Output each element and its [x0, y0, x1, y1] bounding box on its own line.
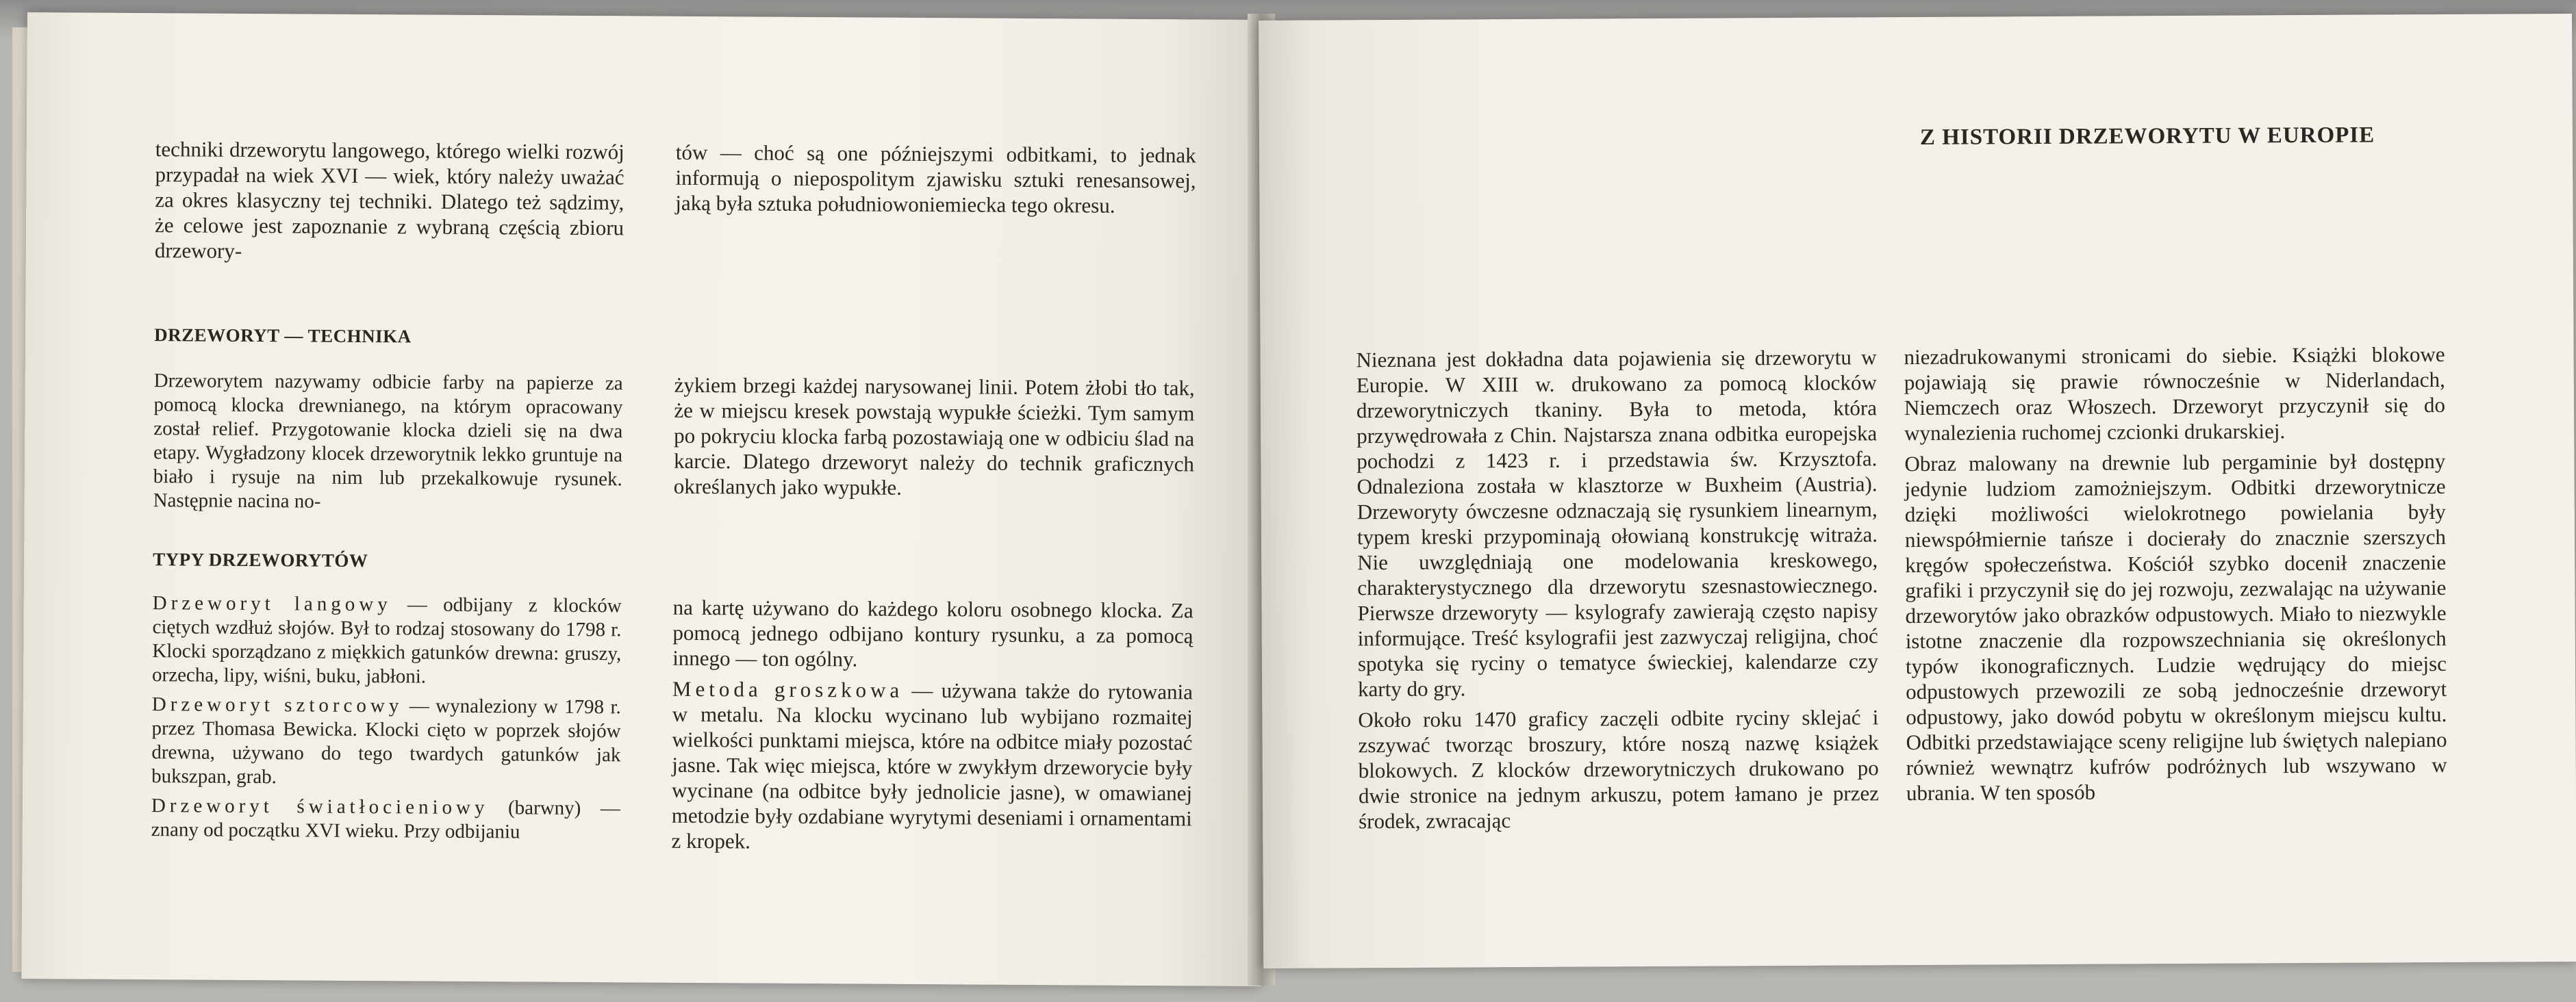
history-paragraph-2: Około roku 1470 graficy zaczęli odbite ryciny sklejać i zszywać tworząc broszury, które noszą nazwę książek blokowych. Z klocków drzeworytniczych drukowano po dwie stronice na jednym arkuszu, potem łamano je przez środek, zwracając: [1358, 705, 1880, 834]
history-paragraph-1: Nieznana jest dokładna data pojawienia się drzeworytu w Europie. W XIII w. drukowano za pomocą klocków drzeworytniczych tkaniny. Była to metoda, która przywędrowała z Chin. Najstarsza znana odbitka europejska pochodzi z 1423 r. i przedstawia św. Krzysztofa. Odnaleziona została w klasztorze w Buxheim (Austria). Drzeworyty ówczesne odznaczają się rysunkiem linearnym, typem kreski przypominają ołowianą konstrukcję witraża. Nie uwzględniają one modelowania kreskowego, charakterystycznego dla drzeworytu szesnastowiecznego. Pierwsze drzeworyty — ksylografy zawierają często napisy informujące. Treść ksylografii jest zazwyczaj religijna, choć spotyka się ryciny o tematyce świeckiej, kalendarze czy karty do gry.: [1356, 345, 1879, 702]
method-item: [672, 676, 1194, 857]
type-item-langowy: [152, 591, 622, 690]
type-term: Drzeworyt światłocieniowy: [151, 795, 489, 819]
right-page: [1259, 14, 2576, 968]
method-term: Metoda groszkowa: [672, 676, 904, 702]
section-heading-technique: DRZEWORYT — TECHNIKA: [154, 324, 412, 347]
method-description: — używana także do rytowania w metalu. Na klocku wycinano lub wybijano rozmaitej wielkości punktami miejsca, które na odbitce miały pozostać jasne. Tak więc miejsca, które w zwykłym drzeworycie były wycinane (na odbitce były jednolicie jasne), w omawianej metodzie były ozdabiane wyrytymi deseniami i ornamentami z kropek.: [671, 678, 1194, 853]
types-column-2: [671, 595, 1193, 862]
type-description: — wynaleziony w 1798 r. przez Thomasa Bewicka. Klocki cięto w poprzek słojów drewna, używano do tego twardych gatunków jak bukszpan, grab.: [151, 695, 621, 788]
section-heading-types: TYPY DRZEWORYTÓW: [153, 549, 368, 571]
history-column-1: [1356, 344, 1880, 839]
history-column-2: [1904, 342, 2447, 811]
left-page: [21, 12, 1267, 986]
history-paragraph-3: niezadrukowanymi stronicami do siebie. Książki blokowe pojawiają się prawie równocześnie w Niderlandach, Niemczech oraz Włoszech. Drzeworyt przyczynił się do wynalezienia ruchomej czcionki drukarskiej.: [1904, 342, 2446, 446]
types-column-1: [151, 591, 622, 850]
intro-column-1: [155, 136, 624, 271]
intro-paragraph-part2: tów — choć są one późniejszymi odbitkami, to jednak informują o niepospolitym zjawisku sztuki renesansowej, jaką była sztuka południowoniemiecka tego okresu.: [675, 140, 1196, 218]
page-title: Z HISTORII DRZEWORYTU W EUROPIE: [1919, 123, 2375, 150]
technique-column-2: [674, 372, 1195, 508]
history-paragraph-4: Obraz malowany na drewnie lub pergaminie był dostępny jedynie ludziom zamożniejszym. Odbitki drzeworytnicze dzięki możliwości wielokrotnego powielania były niewspółmiernie tańsze i docierały do znacznie szerszych kręgów społeczeństwa. Kościół szybko docenił znaczenie grafiki i przyczynił się do jej rozwoju, zezwalając na używanie drzeworytów jako obrazków odpustowych. Miało to niezwykle istotne znaczenie dla rozpowszechniania się określonych typów ikonograficznych. Ludzie wędrujący do miejsc odpustowych przewozili ze sobą jednocześnie drzeworyt odpustowy, jako dowód pobytu w określonym miejscu kultu. Odbitki przedstawiające sceny religijne lub świętych nalepiano również wewnątrz kufrów podróżnych lub wszywano w ubrania. W ten sposób: [1904, 448, 2447, 806]
intro-column-2: [675, 140, 1196, 224]
technique-column-1: [153, 369, 622, 521]
type-term: Drzeworyt langowy: [152, 592, 392, 616]
type-description: (barwny) — znany od początku XVI wieku. Przy odbijaniu: [151, 797, 621, 843]
type-term: Drzeworyt sztorcowy: [151, 693, 403, 717]
type-item-swiatlocieniowy: [151, 794, 620, 845]
technique-paragraph-part2: żykiem brzegi każdej narysowanej linii. Potem żłobi tło tak, że w miejscu kresek powstają wypukłe ścieżki. Tym samym po pokryciu klocka farbą pozostawiają one w odbiciu ślad na karcie. Dlatego drzeworyt należy do technik graficznych określanych jako wypukłe.: [673, 372, 1195, 500]
intro-paragraph-part1: techniki drzeworytu langowego, którego wielki rozwój przypadał na wiek XVI — wiek, który należy uważać za okres klasyczny tej techniki. Dlatego też sądzimy, że celowe jest zapoznanie z wybraną częścią zbioru drzewory-: [154, 137, 624, 263]
type-description: — odbijany z klocków ciętych wzdłuż słojów. Był to rodzaj stosowany do 1798 r. Klocki sporządzano z miękkich gatunków drewna: gruszy, orzecha, lipy, wiśni, buku, jabłoni.: [151, 593, 622, 688]
type-item-sztorcowy: [151, 693, 621, 791]
technique-paragraph-part1: Drzeworytem nazywamy odbicie farby na papierze za pomocą klocka drewnianego, na którym opracowany został relief. Przygotowanie klocka dzieli się na dwa etapy. Wygładzony klocek drzeworytnik lekko gruntuje na biało i rysuje na nim lub przekalkowuje rysunek. Następnie nacina no-: [153, 370, 623, 513]
type-continuation: na kartę używano do każdego koloru osobnego klocka. Za pomocą jednego odbijano kontury rysunku, a za pomocą innego — ton ogólny.: [672, 595, 1194, 671]
